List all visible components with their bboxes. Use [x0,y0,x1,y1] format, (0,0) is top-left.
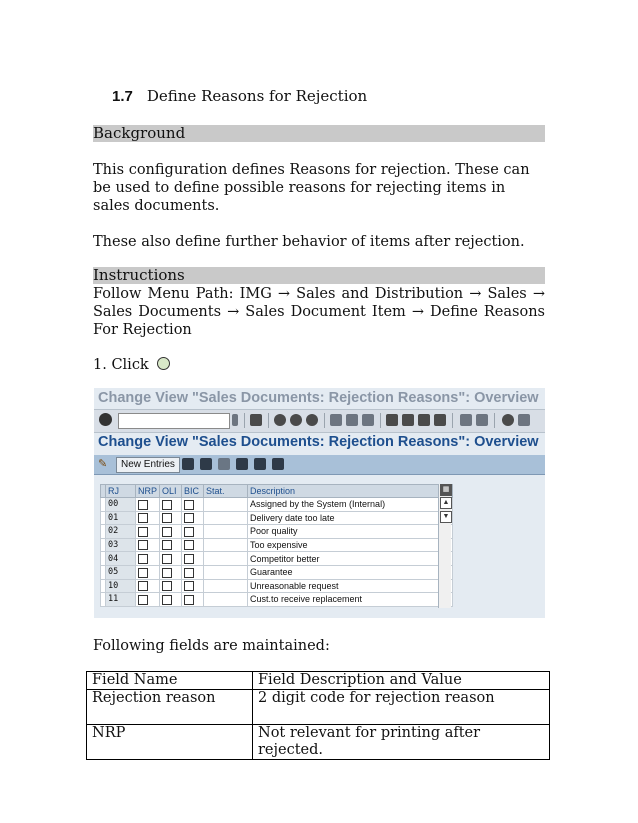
nrp-checkbox[interactable] [138,513,148,523]
nrp-checkbox[interactable] [138,540,148,550]
enter-check-icon[interactable] [99,413,112,426]
rejection-reasons-table [100,484,453,607]
reason-code[interactable]: 10 [106,579,136,593]
previous-page-icon[interactable] [402,414,414,426]
reason-description[interactable]: Poor quality [248,525,453,539]
field-table [86,671,550,760]
bic-checkbox[interactable] [184,513,194,523]
deselect-all-icon[interactable] [272,458,284,470]
reason-code[interactable]: 02 [106,525,136,539]
column-settings-icon[interactable]: ▦ [440,484,452,496]
sap-application-toolbar [94,455,545,475]
table-row [101,552,453,566]
stat-cell[interactable] [203,593,247,607]
fields-intro: Following fields are maintained: [93,638,330,654]
table-header-row [101,485,453,498]
next-page-icon[interactable] [418,414,430,426]
layout-menu-icon[interactable] [518,414,530,426]
reason-code[interactable]: 01 [106,511,136,525]
bic-checkbox[interactable] [184,554,194,564]
bic-checkbox[interactable] [184,540,194,550]
field-description-header: Field Description and Value [253,672,550,690]
column-stat[interactable]: Stat. [203,485,247,498]
oli-checkbox[interactable] [162,554,172,564]
section-heading [112,87,367,106]
help-icon[interactable] [502,414,514,426]
column-description[interactable]: Description [248,485,453,498]
table-row [101,498,453,512]
undo-change-icon[interactable] [218,458,230,470]
oli-checkbox[interactable] [162,513,172,523]
reason-code[interactable]: 00 [106,498,136,512]
oli-checkbox[interactable] [162,540,172,550]
command-field[interactable] [118,413,230,429]
back-icon[interactable] [274,414,286,426]
menu-path: Follow Menu Path: IMG → Sales and Distribution → Sales → Sales Documents → Sales Document Item → Define Reasons For Rejection [93,286,545,338]
bic-checkbox[interactable] [184,581,194,591]
reason-code[interactable]: 05 [106,565,136,579]
bic-checkbox[interactable] [184,527,194,537]
stat-cell[interactable] [203,579,247,593]
find-next-icon[interactable] [362,414,374,426]
table-row [101,538,453,552]
stat-cell[interactable] [203,498,247,512]
reason-description[interactable]: Guarantee [248,565,453,579]
field-name-cell: Rejection reason [87,690,253,725]
sap-command-toolbar [94,409,545,433]
field-name-cell: NRP [87,725,253,760]
sap-screen-title: Change View "Sales Documents: Rejection Reasons": Overview [98,434,539,450]
select-all-icon[interactable] [236,458,248,470]
field-table-header-row [87,672,550,690]
bic-checkbox[interactable] [184,500,194,510]
stat-cell[interactable] [203,552,247,566]
section-title: Define Reasons for Rejection [146,87,368,105]
nrp-checkbox[interactable] [138,500,148,510]
cancel-icon[interactable] [306,414,318,426]
table-row [101,593,453,607]
background-paragraph-1: This configuration defines Reasons for rejection. These can be used to define possible reasons for rejecting items in sales documents. [93,162,530,214]
background-paragraph-2: These also define further behavior of items after rejection. [93,234,525,250]
section-number: 1.7 [112,88,133,105]
new-session-icon[interactable] [460,414,472,426]
display-change-icon[interactable]: ✎ [98,458,108,470]
new-entries-button[interactable]: New Entries [116,457,180,473]
history-arrow-icon[interactable] [232,414,238,426]
oli-checkbox[interactable] [162,595,172,605]
stat-cell[interactable] [203,538,247,552]
reason-description[interactable]: Unreasonable request [248,579,453,593]
reason-code[interactable]: 03 [106,538,136,552]
reason-code[interactable]: 04 [106,552,136,566]
sap-window-title: Change View "Sales Documents: Rejection Reasons": Overview [98,390,539,406]
reason-description[interactable]: Competitor better [248,552,453,566]
column-nrp[interactable]: NRP [135,485,159,498]
reason-description[interactable]: Too expensive [248,538,453,552]
oli-checkbox[interactable] [162,581,172,591]
reason-description[interactable]: Cust.to receive replacement [248,593,453,607]
column-bic[interactable]: BIC [181,485,203,498]
last-page-icon[interactable] [434,414,446,426]
table-row [101,565,453,579]
scroll-up-icon[interactable]: ▲ [440,497,452,509]
table-row [101,579,453,593]
save-icon[interactable] [250,414,262,426]
oli-checkbox[interactable] [162,500,172,510]
reason-description[interactable]: Assigned by the System (Internal) [248,498,453,512]
delete-icon[interactable] [200,458,212,470]
table-row [101,511,453,525]
oli-checkbox[interactable] [162,568,172,578]
table-row [87,725,550,760]
nrp-checkbox[interactable] [138,527,148,537]
sap-screenshot [94,388,545,618]
first-page-icon[interactable] [386,414,398,426]
reason-code[interactable]: 11 [106,593,136,607]
shortcut-icon[interactable] [476,414,488,426]
scroll-down-icon[interactable]: ▼ [440,511,452,523]
nrp-checkbox[interactable] [138,568,148,578]
copy-as-icon[interactable] [182,458,194,470]
execute-clock-icon [157,357,170,370]
nrp-checkbox[interactable] [138,595,148,605]
select-block-icon[interactable] [254,458,266,470]
find-icon[interactable] [346,414,358,426]
stat-cell[interactable] [203,525,247,539]
reason-description[interactable]: Delivery date too late [248,511,453,525]
field-name-header: Field Name [87,672,253,690]
field-description-cell: 2 digit code for rejection reason [253,690,550,725]
table-row [87,690,550,725]
nrp-checkbox[interactable] [138,581,148,591]
stat-cell[interactable] [203,511,247,525]
background-bar: Background [93,125,545,142]
oli-checkbox[interactable] [162,527,172,537]
bic-checkbox[interactable] [184,568,194,578]
exit-icon[interactable] [290,414,302,426]
table-scrollbar[interactable] [438,484,451,608]
print-icon[interactable] [330,414,342,426]
instructions-bar: Instructions [93,267,545,284]
column-rj[interactable]: RJ [106,485,136,498]
field-description-cell: Not relevant for printing after rejected. [253,725,550,760]
step-1-text: 1. Click [93,357,149,373]
column-oli[interactable]: OLI [159,485,181,498]
nrp-checkbox[interactable] [138,554,148,564]
table-row [101,525,453,539]
bic-checkbox[interactable] [184,595,194,605]
stat-cell[interactable] [203,565,247,579]
step-1 [93,356,170,374]
